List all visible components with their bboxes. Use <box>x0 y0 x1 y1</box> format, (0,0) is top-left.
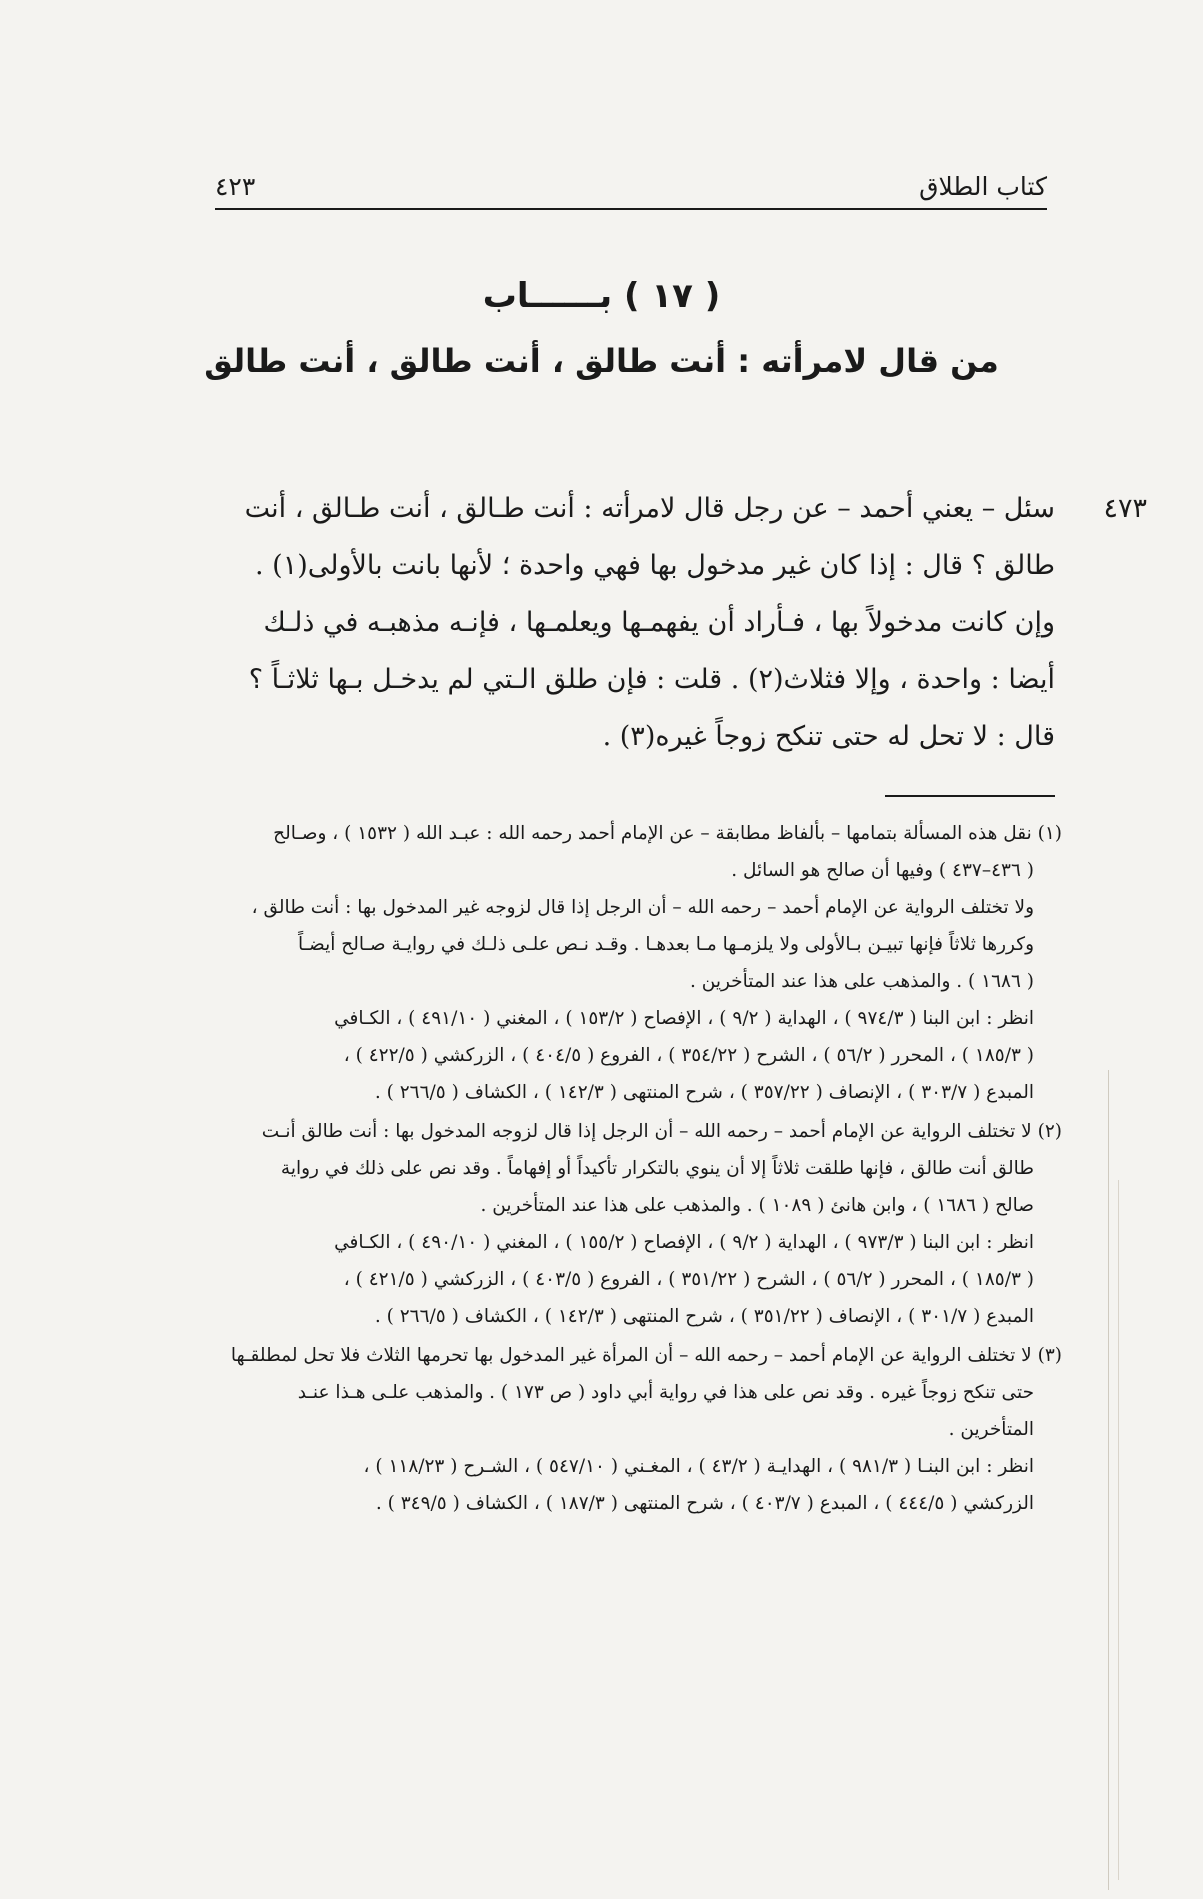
footnote-line: حتى تنكح زوجاً غيره . وقد نص على هذا في رواية أبي داود ( ص ١٧٣ ) . والمذهب علـى هـذا عنـد <box>297 1382 1034 1403</box>
scan-artifact-line <box>1118 1180 1119 1880</box>
footnote-1 <box>200 815 1062 1111</box>
footnote-line: ( ١٨٥/٣ ) ، المحرر ( ٥٦/٢ ) ، الشرح ( ٣٥٤/٢٢ ) ، الفروع ( ٤٠٤/٥ ) ، الزركشي ( ٤٢٢/٥ ) ، <box>343 1045 1034 1066</box>
footnote-line: صالح ( ١٦٨٦ ) ، وابن هانئ ( ١٠٨٩ ) . والمذهب على هذا عند المتأخرين . <box>480 1195 1034 1216</box>
footnote-rule <box>885 795 1055 797</box>
footnote-line: ( ١٦٨٦ ) . والمذهب على هذا عند المتأخرين . <box>689 971 1034 992</box>
footnote-label: (٢) <box>1037 1121 1062 1142</box>
chapter-label: ( ١٧ ) بــــــاب <box>482 276 721 316</box>
issue-line: طالق ؟ قال : إذا كان غير مدخول بها فهي واحدة ؛ لأنها بانت بالأولى(١) . <box>255 550 1055 581</box>
footnote-label: (١) <box>1037 823 1062 844</box>
footnote-line: المتأخرين . <box>948 1419 1034 1440</box>
footnote-2 <box>200 1113 1062 1335</box>
footnote-line: انظر : ابن البنا ( ٩٧٤/٣ ) ، الهداية ( ٩/٢ ) ، الإفصاح ( ١٥٣/٢ ) ، المغني ( ٤٩١/١٠ ) ، الكـافي <box>334 1008 1034 1029</box>
issue-body <box>205 480 1147 765</box>
footnote-text: نقل هذه المسألة بتمامها – بألفاظ مطابقة – عن الإمام أحمد رحمه الله : عبـد الله ( ١٥٣٢ ) ، وصـالح <box>273 823 1032 844</box>
issue-number: ٤٧٣ <box>1103 493 1147 524</box>
scan-artifact-line <box>1108 1070 1109 1890</box>
footnote-line <box>200 1337 1062 1374</box>
footnote-text: لا تختلف الرواية عن الإمام أحمد – رحمه الله – أن الرجل إذا قال لزوجه المدخول بها : أنت طالق أنـت <box>261 1121 1032 1142</box>
footnote-line: وكررها ثلاثاً فإنها تبيـن بـالأولى ولا يلزمـها مـا بعدهـا . وقـد نـص علـى ذلـك في روايـة صـالح أيضـاً <box>298 934 1034 955</box>
footnote-line <box>200 1113 1062 1150</box>
footnote-line: الزركشي ( ٤٤٤/٥ ) ، المبدع ( ٤٠٣/٧ ) ، شرح المنتهى ( ١٨٧/٣ ) ، الكشاف ( ٣٤٩/٥ ) . <box>375 1493 1034 1514</box>
footnote-line: المبدع ( ٣٠١/٧ ) ، الإنصاف ( ٣٥١/٢٢ ) ، شرح المنتهى ( ١٤٢/٣ ) ، الكشاف ( ٢٦٦/٥ ) . <box>374 1306 1034 1327</box>
chapter-title: من قال لامرأته : أنت طالق ، أنت طالق ، أنت طالق <box>204 342 999 380</box>
page-header <box>215 172 1047 212</box>
footnote-line: المبدع ( ٣٠٣/٧ ) ، الإنصاف ( ٣٥٧/٢٢ ) ، شرح المنتهى ( ١٤٢/٣ ) ، الكشاف ( ٢٦٦/٥ ) . <box>374 1082 1034 1103</box>
footnote-text: لا تختلف الرواية عن الإمام أحمد – رحمه الله – أن المرأة غير المدخول بها تحرمها الثلاث فلا تحل لمطلقـها <box>230 1345 1032 1366</box>
footnote-3 <box>200 1337 1062 1522</box>
issue-line: سئل – يعني أحمد – عن رجل قال لامرأته : أنت طـالق ، أنت طـالق ، أنت <box>244 493 1055 524</box>
issue-line: قال : لا تحل له حتى تنكح زوجاً غيره(٣) . <box>602 721 1055 752</box>
issue-line: أيضا : واحدة ، وإلا فثلاث(٢) . قلت : فإن طلق الـتي لم يدخـل بـها ثلاثـاً ؟ <box>248 664 1055 695</box>
page-number: ٤٢٣ <box>215 172 256 201</box>
footnote-line: ولا تختلف الرواية عن الإمام أحمد – رحمه الله – أن الرجل إذا قال لزوجه غير المدخول بها : أنت طالق ، <box>251 897 1034 918</box>
footnote-label: (٣) <box>1037 1345 1062 1366</box>
header-rule <box>215 208 1047 210</box>
footnote-line: انظر : ابن البنا ( ٩٧٣/٣ ) ، الهداية ( ٩/٢ ) ، الإفصاح ( ١٥٥/٢ ) ، المغني ( ٤٩٠/١٠ ) ، الكـافي <box>334 1232 1034 1253</box>
footnote-line <box>200 815 1062 852</box>
footnote-line: طالق أنت طالق ، فإنها طلقت ثلاثاً إلا أن ينوي بالتكرار تأكيداً أو إفهاماً . وقد نص على ذلك في رواية <box>280 1158 1034 1179</box>
footnote-line: انظر : ابن البنـا ( ٩٨١/٣ ) ، الهدايـة ( ٤٣/٢ ) ، المغـني ( ٥٤٧/١٠ ) ، الشـرح ( ١١٨/٢٣ ) ، <box>363 1456 1034 1477</box>
footnote-line: ( ٤٣٦–٤٣٧ ) وفيها أن صالح هو السائل . <box>731 860 1034 881</box>
running-title: كتاب الطلاق <box>919 172 1047 201</box>
issue-line: وإن كانت مدخولاً بها ، فـأراد أن يفهمـها ويعلمـها ، فإنـه مذهبـه في ذلـك <box>263 607 1055 638</box>
footnotes <box>200 815 1062 1524</box>
footnote-line: ( ١٨٥/٣ ) ، المحرر ( ٥٦/٢ ) ، الشرح ( ٣٥١/٢٢ ) ، الفروع ( ٤٠٣/٥ ) ، الزركشي ( ٤٢١/٥ ) ، <box>343 1269 1034 1290</box>
